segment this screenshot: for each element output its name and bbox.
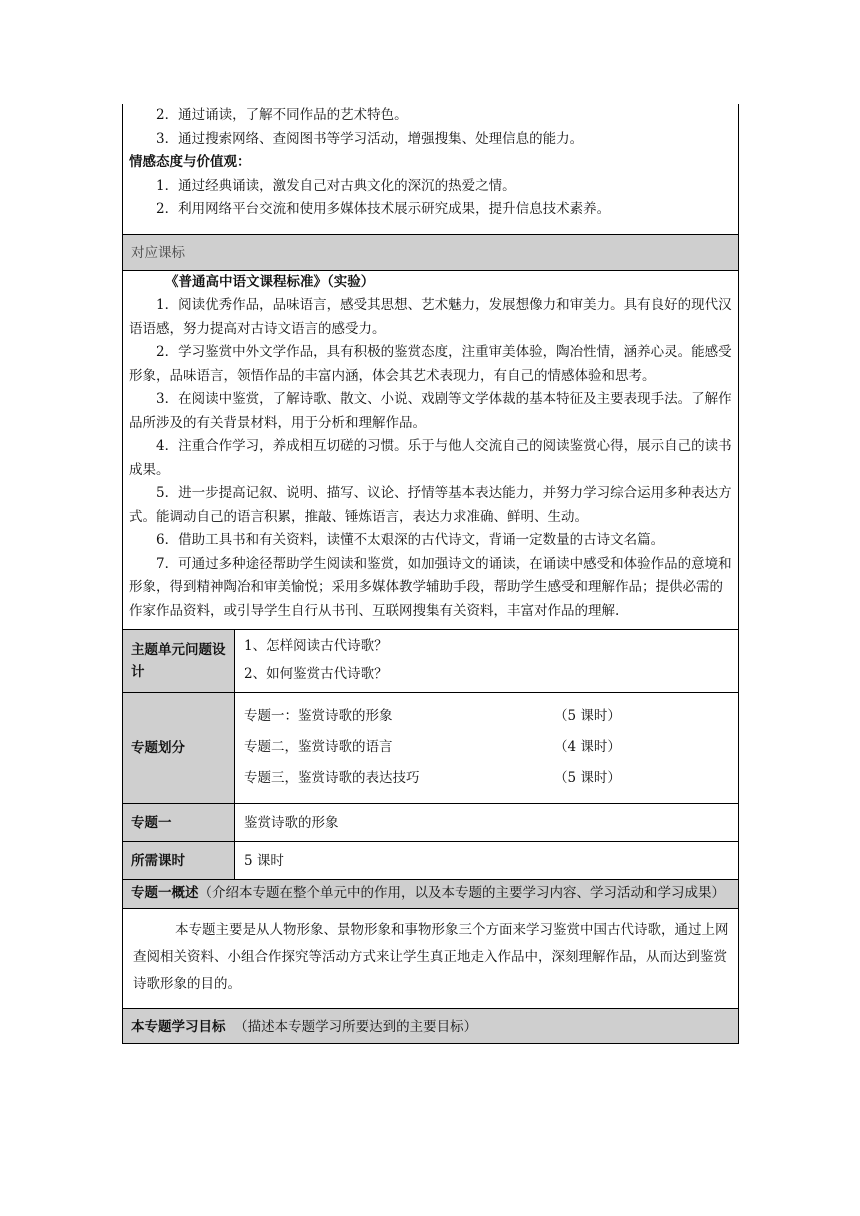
topic-one-label: 专题一 [123,804,235,841]
topic-entry [244,732,738,763]
topic-entry [244,763,738,794]
standard-item: 7．可通过多种途径帮助学生阅读和鉴赏，如加强诗文的诵读，在诵读中感受和体验作品的意境和形象，得到精神陶冶和审美愉悦；采用多媒体教学辅助手段，帮助学生感受和理解作品；提供必需的作家作品资料，或引导学生自行从书刊、互联网搜集有关资料，丰富对作品的理解. [129,555,732,619]
emotion-item: 2．利用网络平台交流和使用多媒体技术展示研究成果，提升信息技术素养。 [156,201,611,217]
document-page [122,104,739,1044]
objectives-section [122,104,739,234]
theme-questions-row [122,629,739,692]
topic-entry [244,701,738,732]
emotion-heading: 情感态度与价值观： [129,154,251,170]
topic-one-value: 鉴赏诗歌的形象 [244,815,339,831]
standard-item: 2．学习鉴赏中外文学作品，具有积极的鉴赏态度，注重审美体验，陶冶性情，涵养心灵。能感受形象，品味语言，领悟作品的丰富内涵，体会其艺术表现力，有自己的情感体验和思考。 [129,344,732,384]
theme-question: 2、如何鉴赏古代诗歌？ [244,666,388,682]
hours-value: 5 课时 [244,853,284,869]
overview-text: 本专题主要是从人物形象、景物形象和事物形象三个方面来学习鉴赏中国古代诗歌，通过上网查阅相关资料、小组合作探究等活动方式来让学生真正地走入作品中，深刻理解作品，从而达到鉴赏诗歌形象的目的。 [133,921,729,992]
topic-hours: （5 课时） [554,708,621,724]
topic-name: 专题一：鉴赏诗歌的形象 [244,708,393,724]
topic-hours: （5 课时） [554,770,621,786]
topic-name: 专题三，鉴赏诗歌的表达技巧 [244,770,420,786]
goals-header [122,1008,739,1044]
topics-label: 专题划分 [123,693,235,803]
overview-header [122,879,739,908]
topic-name: 专题二，鉴赏诗歌的语言 [244,739,393,755]
standards-title: 《普通高中语文课程标准》（实验） [165,273,375,290]
theme-questions-label: 主题单元问题设计 [123,630,235,692]
standard-item: 5．进一步提高记叙、说明、描写、议论、抒情等基本表达能力，并努力学习综合运用多种表达方式。能调动自己的语言积累，推敲、锤炼语言，表达力求准确、鲜明、生动。 [129,485,732,525]
emotion-item: 1．通过经典诵读，激发自己对古典文化的深沉的热爱之情。 [156,177,516,194]
topics-row [122,692,739,803]
topic-one-row [122,803,739,841]
theme-question: 1、怎样阅读古代诗歌？ [244,638,388,654]
overview-body [122,908,739,1008]
goals-label: 本专题学习目标 [131,1018,226,1035]
standards-body [122,270,739,630]
goals-note: （描述本专题学习所要达到的主要目标） [234,1018,478,1035]
topic-hours: （4 课时） [554,739,621,755]
topics-list [235,693,738,803]
standard-item: 6．借助工具书和有关资料，读懂不太艰深的古代诗文，背诵一定数量的古诗文名篇。 [156,532,665,548]
standards-header: 对应课标 [122,234,739,270]
hours-row [122,841,739,879]
standard-item: 1．阅读优秀作品，品味语言，感受其思想、艺术魅力，发展想像力和审美力。具有良好的现代汉语语感，努力提高对古诗文语言的感受力。 [129,297,732,337]
objective-item: 2．通过诵读，了解不同作品的艺术特色。 [156,107,408,123]
standard-item: 4．注重合作学习，养成相互切磋的习惯。乐于与他人交流自己的阅读鉴赏心得，展示自己的读书成果。 [129,438,732,478]
standard-item: 3．在阅读中鉴赏，了解诗歌、散文、小说、戏剧等文学体裁的基本特征及主要表现手法。了解作品所涉及的有关背景材料，用于分析和理解作品。 [129,391,732,431]
objective-item: 3．通过搜索网络、查阅图书等学习活动，增强搜集、处理信息的能力。 [156,130,584,147]
overview-note: （介绍本专题在整个单元中的作用，以及本专题的主要学习内容、学习活动和学习成果） [198,885,725,901]
overview-label: 专题一概述 [131,885,199,901]
hours-label: 所需课时 [123,842,235,879]
theme-questions-list [235,630,738,692]
